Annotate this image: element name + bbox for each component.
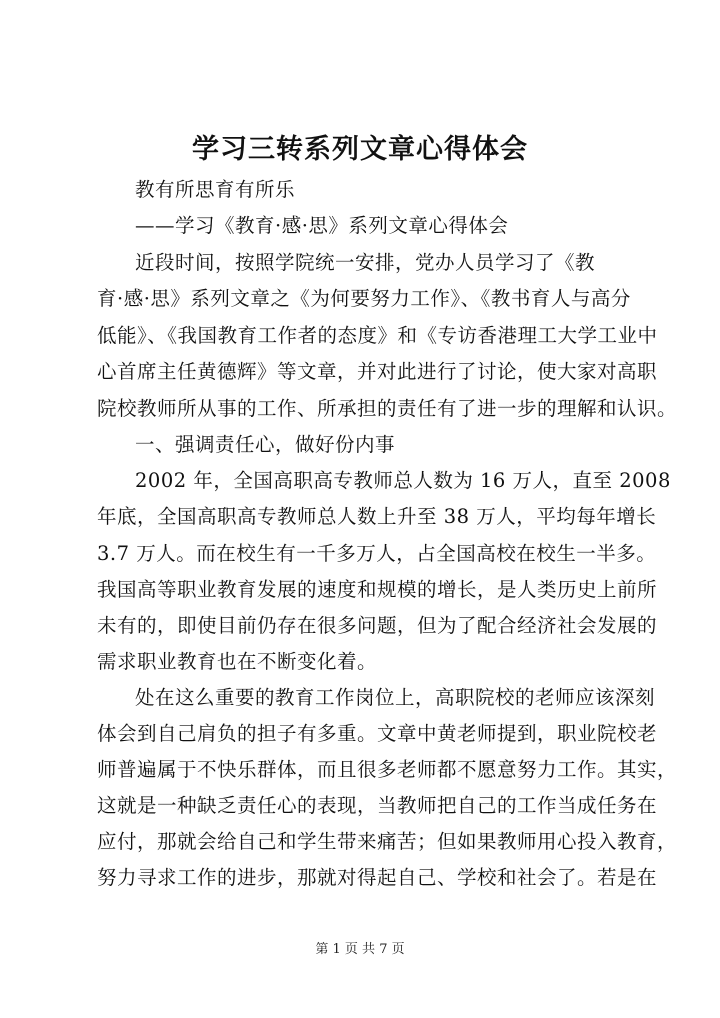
paragraph-line: 低能》、《我国教育工作者的态度》和《专访香港理工大学工业中 [97, 324, 658, 347]
paragraph-line: 近段时间，按照学院统一安排，党办人员学习了《教 [135, 251, 596, 274]
paragraph-line: 需求职业教育也在不断变化着。 [97, 650, 378, 673]
subtitle-line: ——学习《教育·感·思》系列文章心得体会 [135, 214, 509, 237]
paragraph-line: 体会到自己肩负的担子有多重。文章中黄老师提到，职业院校老 [97, 722, 658, 745]
paragraph-line: 心首席主任黄德辉》等文章，并对此进行了讨论，使大家对高职 [97, 360, 658, 383]
subtitle-line: 教有所思育有所乐 [135, 178, 296, 201]
paragraph-line: 处在这么重要的教育工作岗位上，高职院校的老师应该深刻 [135, 686, 656, 709]
paragraph-line: 应付，那就会给自己和学生带来痛苦；但如果教师用心投入教育， [97, 830, 678, 853]
paragraph-line: 这就是一种缺乏责任心的表现，当教师把自己的工作当成任务在 [97, 794, 658, 817]
paragraph-line: 未有的，即使目前仍存在很多问题，但为了配合经济社会发展的 [97, 614, 658, 637]
document-title: 学习三转系列文章心得体会 [192, 134, 528, 165]
paragraph-line: 育·感·思》系列文章之《为何要努力工作》、《教书育人与高分 [97, 287, 631, 310]
section-heading: 一、强调责任心，做好份内事 [135, 433, 396, 456]
page-footer: 第 1 页 共 7 页 [315, 942, 405, 957]
paragraph-line: 年底，全国高职高专教师总人数上升至 38 万人，平均每年增长 [97, 505, 657, 528]
paragraph-line: 2002 年，全国高职高专教师总人数为 16 万人，直至 2008 [135, 469, 671, 492]
paragraph-line: 师普遍属于不快乐群体，而且很多老师都不愿意努力工作。其实， [97, 758, 678, 781]
paragraph-line: 院校教师所从事的工作、所承担的责任有了进一步的理解和认识。 [97, 397, 678, 420]
paragraph-line: 我国高等职业教育发展的速度和规模的增长，是人类历史上前所 [97, 578, 658, 601]
paragraph-line: 努力寻求工作的进步，那就对得起自己、学校和社会了。若是在 [97, 866, 658, 889]
paragraph-line: 3.7 万人。而在校生有一千多万人，占全国高校在校生一半多。 [97, 542, 657, 565]
